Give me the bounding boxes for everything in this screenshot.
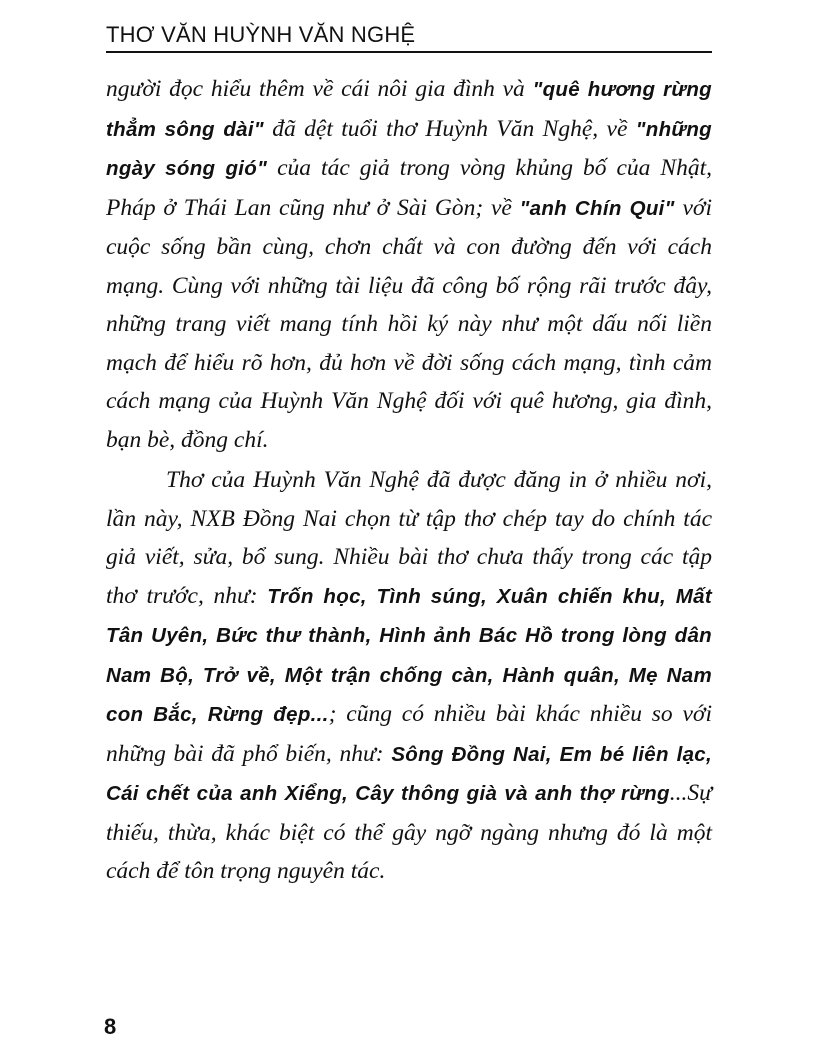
page-number: 8: [104, 1014, 117, 1039]
header-rule: [106, 51, 712, 53]
paragraph-2: [106, 461, 712, 891]
paragraph-1-text: với cuộc sống bần cùng, chơn chất và con đường đến với cách mạng. Cùng với những tài liệu đã công bố rộng rãi trước đây, những trang viết mang tính hồi ký này như một dấu nối liền mạch để hiểu rõ hơn, đủ hơn về đời sống cách mạng, tình cảm cách mạng của Huỳnh Văn Nghệ đối với quê hương, gia đình, bạn bè, đồng chí.: [106, 194, 712, 453]
paragraph-1-text: đã dệt tuổi thơ Huỳnh Văn Nghệ, về: [263, 115, 636, 142]
paragraph-2-text: ...Sự thiếu, thừa, khác biệt có thể gây ngỡ ngàng nhưng đó là một cách để tôn trọng nguyên tác.: [106, 780, 712, 884]
poem-titles-revised: Sông Đồng Nai, Em bé liên lạc, Cái chết của anh Xiểng, Cây thông già và anh thợ rừng: [106, 742, 713, 805]
running-header-title: THƠ VĂN HUỲNH VĂN NGHỆ: [106, 22, 416, 47]
paragraph-1: [106, 70, 712, 459]
paragraph-2-text: Thơ của Huỳnh Văn Nghệ đã được đăng in ở nhiều nơi, lần này, NXB Đồng Nai chọn từ tập thơ chép tay do chính tác giả viết, sửa, bổ sung. Nhiều bài thơ chưa thấy trong các tập thơ trước, như:: [106, 467, 712, 609]
paragraph-1-text: của tác giả trong vòng khủng bố của Nhật, Pháp ở Thái Lan cũng như ở Sài Gòn; về: [106, 155, 712, 221]
quoted-title-anh-chin-qui: "anh Chín Qui": [519, 196, 675, 220]
page-header: [106, 18, 712, 50]
body-text: [106, 70, 712, 891]
poem-titles-new: Trốn học, Tình súng, Xuân chiến khu, Mất Tân Uyên, Bức thư thành, Hình ảnh Bác Hồ trong lòng dân Nam Bộ, Trở về, Một trận chống càn, Hành quân, Mẹ Nam con Bắc, Rừng đẹp...: [106, 584, 712, 726]
paragraph-2-text: ; cũng có nhiều bài khác nhiều so với những bài đã phổ biến, như:: [106, 701, 712, 767]
quoted-title-nhung-ngay: "những ngày sóng gió": [106, 117, 713, 180]
paragraph-1-text: người đọc hiểu thêm về cái nôi gia đình và: [106, 76, 533, 102]
quoted-title-que-huong: "quê hương rừng thẳm sông dài": [106, 78, 712, 141]
